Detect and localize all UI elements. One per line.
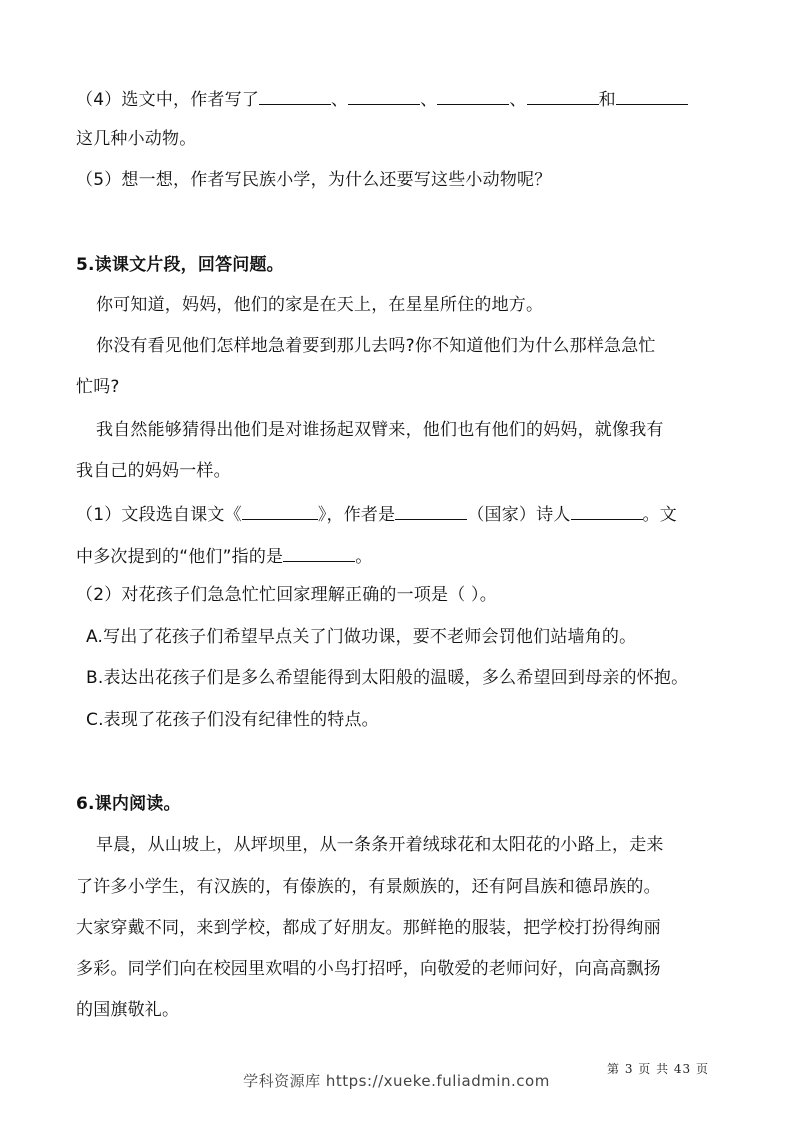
question-text: 。文	[642, 505, 677, 525]
passage-paragraph: 你可知道，妈妈，他们的家是在天上，在星星所住的地方。	[96, 295, 544, 315]
question-5: （5）想一想，作者写民族小学，为什么还要写这些小动物呢？	[76, 170, 552, 190]
question-text: 》，作者是	[317, 505, 396, 525]
question-text: （国家）诗人	[467, 505, 571, 525]
passage-line: 了许多小学生，有汉族的，有傣族的，有景颇族的，还有阿昌族和德昂族的。	[76, 877, 661, 897]
answer-blank[interactable]	[283, 543, 355, 562]
question-4-prefix: （4）选文中，作者写了	[76, 90, 260, 110]
passage-line: 的国旗敬礼。	[76, 1000, 180, 1020]
option-a[interactable]: A.写出了花孩子们希望早点关了门做功课，要不老师会罚他们站墙角的。	[86, 627, 637, 647]
passage-paragraph-cont: 忙吗?	[76, 377, 120, 397]
section-6-heading: 6.课内阅读。	[76, 794, 181, 814]
answer-blank[interactable]	[437, 86, 509, 105]
section-5-question-1	[76, 501, 726, 527]
answer-blank[interactable]	[348, 86, 420, 105]
question-text: 。	[355, 547, 373, 567]
answer-blank[interactable]	[616, 86, 688, 105]
section-5-question-1-cont	[76, 543, 726, 569]
answer-blank[interactable]	[259, 86, 331, 105]
page-number: 第 3 页 共 43 页	[607, 1062, 709, 1076]
passage-paragraph: 你没有看见他们怎样地急着要到那儿去吗?你不知道他们为什么那样急急忙	[96, 336, 656, 356]
section-5-heading: 5.读课文片段，回答问题。	[76, 255, 284, 275]
answer-blank[interactable]	[527, 86, 599, 105]
answer-blank[interactable]	[571, 501, 643, 520]
passage-paragraph-cont: 我自己的妈妈一样。	[76, 461, 231, 481]
passage-line: 多彩。同学们向在校园里欢唱的小鸟打招呼，向敬爱的老师问好，向高高飘扬	[76, 959, 661, 979]
separator: 、	[331, 90, 349, 110]
answer-blank[interactable]	[395, 501, 467, 520]
option-b[interactable]: B.表达出花孩子们是多么希望能得到太阳般的温暖，多么希望回到母亲的怀抱。	[86, 668, 689, 688]
passage-line: 大家穿戴不同，来到学校，都成了好朋友。那鲜艳的服装，把学校打扮得绚丽	[76, 918, 661, 938]
question-4-line	[76, 86, 726, 112]
passage-paragraph: 我自然能够猜得出他们是对谁扬起双臂来，他们也有他们的妈妈，就像我有	[96, 420, 664, 440]
answer-blank[interactable]	[242, 501, 318, 520]
question-4-continuation: 这几种小动物。	[76, 129, 197, 149]
question-text: 中多次提到的“他们”指的是	[76, 547, 284, 567]
passage-line: 早晨，从山坡上，从坪坝里，从一条条开着绒球花和太阳花的小路上，走来	[96, 835, 664, 855]
conjunction: 和	[598, 90, 616, 110]
separator: 、	[420, 90, 438, 110]
question-text: （1）文段选自课文《	[76, 505, 242, 525]
option-c[interactable]: C.表现了花孩子们没有纪律性的特点。	[86, 710, 379, 730]
footer-watermark: 学科资源库 https://xueke.fuliadmin.com	[243, 1072, 550, 1090]
separator: 、	[509, 90, 527, 110]
section-5-question-2: （2）对花孩子们急急忙忙回家理解正确的一项是（ ）。	[76, 585, 497, 605]
